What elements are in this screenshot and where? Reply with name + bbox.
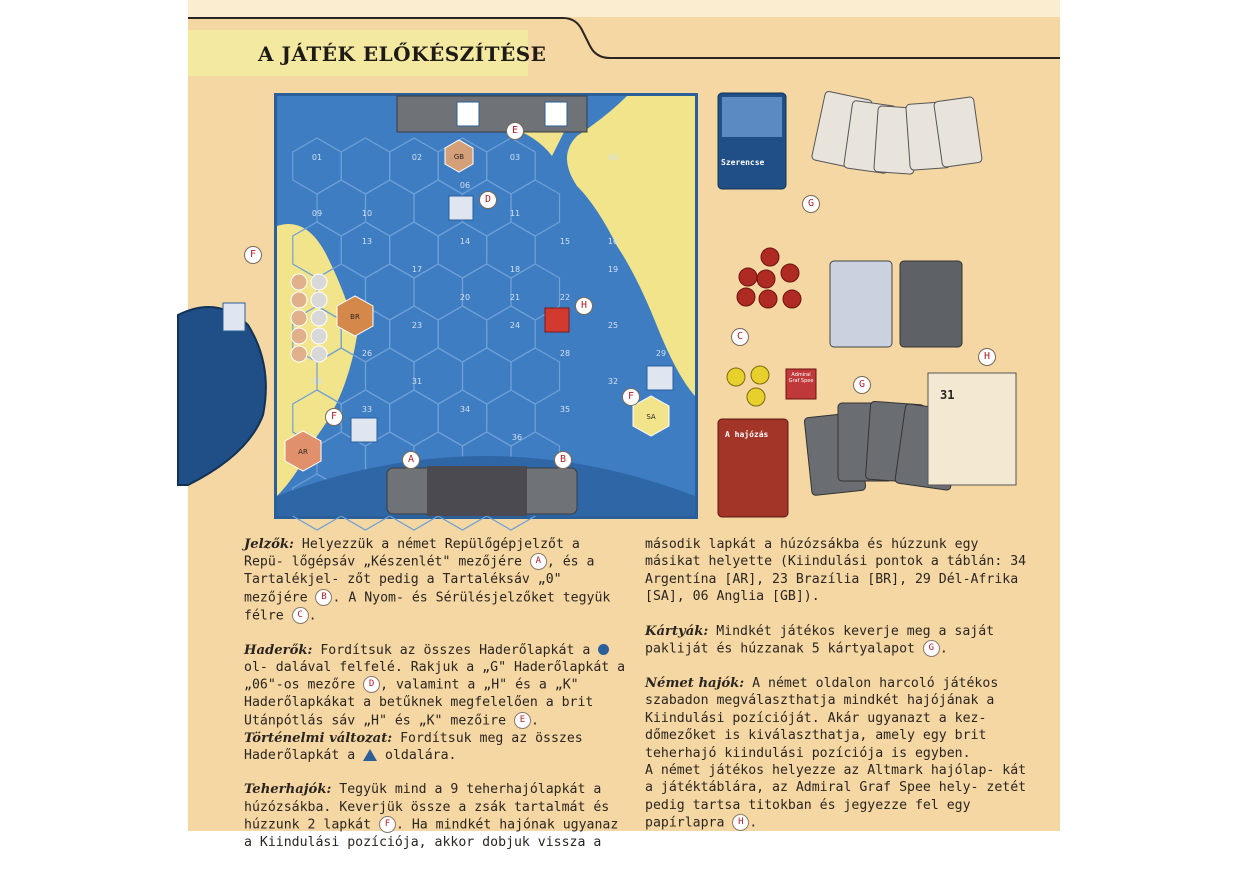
hex-number: 31	[411, 377, 423, 386]
hex-number: 35	[559, 405, 571, 414]
paragraph-forces: Haderők: Fordítsuk az összes Haderőlapkát a ol- dalával felfelé. Rakjuk a „G" Haderőlapkát a „06"-os mezőre D , valamint a „H" és a „K" Haderőlapkákat a betűknek megfelelően a brit Utánpótlás sáv „H" és „K" mezőire E . Történelmi változat: Fordítsuk meg az összes Haderőlapkát a oldalára.	[244, 642, 626, 763]
card-fan-top	[811, 91, 982, 175]
hex-number: 25	[607, 321, 619, 330]
hex-number: 21	[509, 293, 521, 302]
tile-f-right	[647, 366, 673, 390]
historical-heading: Történelmi változat:	[244, 730, 393, 746]
ref-f: F	[379, 816, 396, 833]
ref-g: G	[923, 640, 940, 657]
hex-cell	[366, 348, 415, 404]
hex-number: 33	[361, 405, 373, 414]
ref-h: H	[732, 814, 749, 831]
hex-number: 01	[311, 153, 323, 162]
paragraph-freighters-cont: második lapkát a húzózsákba és húzzunk egy másikat helyette (Kiindulási pontok a táblán: 34 Argentína [AR], 23 Brazília [BR], 29 Dél-Afrika [SA], 06 Anglia [GB]).	[645, 537, 1027, 605]
hex-number: 20	[459, 293, 471, 302]
hex-number: 15	[559, 237, 571, 246]
token-ar-label: AR	[298, 448, 308, 456]
damage-slot	[291, 310, 307, 326]
label-b: B	[554, 451, 572, 469]
tile-f-left	[351, 418, 377, 442]
hex-number: 11	[509, 209, 521, 218]
damage-slot	[311, 328, 327, 344]
hex-number: 14	[459, 237, 471, 246]
hex-number: 24	[509, 321, 521, 330]
label-a: A	[402, 451, 420, 469]
hex-cell	[463, 264, 512, 320]
page-title: A JÁTÉK ELŐKÉSZÍTÉSE	[258, 42, 547, 66]
hex-cell	[390, 390, 439, 446]
damage-slot	[291, 328, 307, 344]
hex-cell	[511, 180, 560, 236]
hex-number: 36	[511, 433, 523, 442]
hex-number: 17	[411, 265, 423, 274]
hex-number: 16	[607, 237, 619, 246]
paragraph-markers: Jelzők: Helyezzük a német Repülőgépjelzőt a Repü- lőgépsáv „Készenlét" mezőjére A , és a Tartalékjel- zőt pedig a Tartaléksáv „0" mezőjére B . A Nyom- és Sérülésjelzőket tegyük félre C .	[244, 537, 611, 624]
hex-number: 32	[607, 377, 619, 386]
freighters-heading: Teherhajók:	[244, 782, 332, 798]
hex-cell	[487, 138, 536, 194]
hex-cell	[317, 180, 366, 236]
damage-slot	[291, 346, 307, 362]
components-area	[708, 85, 1028, 525]
hex-number: 10	[361, 209, 373, 218]
forces-heading: Haderők:	[244, 642, 313, 658]
hex-number: 13	[361, 237, 373, 246]
hex-cell	[390, 138, 439, 194]
damage-markers	[737, 248, 801, 308]
blue-circle-icon	[598, 644, 609, 655]
hex-number: 23	[411, 321, 423, 330]
paragraph-freighters: Teherhajók: Tegyük mind a 9 teherhajólapkát a húzózsákba. Keverjük össze a zsák tartalmát és húzzunk 2 lapkát F . Ha mindkét hajónak ugyanaz a Kiindulási pozíciója, akkor dobjuk vissza a	[244, 782, 619, 851]
damage-slot	[311, 310, 327, 326]
hex-cell	[438, 222, 487, 278]
label-c: C	[731, 328, 749, 346]
label-h-board: H	[575, 297, 593, 315]
damage-slot	[311, 292, 327, 308]
right-column	[645, 536, 1027, 849]
hex-cell	[293, 138, 341, 194]
hex-number: 09	[311, 209, 323, 218]
paragraph-cards: Kártyák: Mindkét játékos keverje meg a saját pakliját és húzzanak 5 kártyalapot G .	[645, 623, 995, 657]
paragraph-german-ships-2: A német játékos helyezze az Altmark hajólap- kát a játéktáblára, az Admiral Graf Spee hely- zetét pedig tartsa titokban és jegyezze fel egy papírlapra H .	[645, 762, 1027, 831]
ref-b: B	[315, 589, 332, 606]
paragraph-german-ships: Német hajók: A német oldalon harcoló játékos szabadon megválaszthatja mindkét hajójának a Kiindulási pozícióját. Akár ugyanazt a kez- dőmezőket is kiválaszthatja, amely egy brit teherhajó kiindulási pozíciója is egyben.	[645, 675, 999, 761]
label-g-bottom: G	[853, 376, 871, 394]
hex-number: 18	[509, 265, 521, 274]
token-sa-label: SA	[646, 413, 656, 421]
yellow-markers	[727, 366, 769, 406]
hex-cell	[366, 180, 415, 236]
hex-cell	[341, 138, 390, 194]
ref-e: E	[514, 712, 531, 729]
hex-cell	[341, 222, 390, 278]
board-map	[277, 96, 695, 516]
blue-triangle-icon	[363, 749, 377, 761]
damage-slot	[311, 346, 327, 362]
german-ships-heading: Német hajók:	[645, 675, 745, 691]
battleship	[427, 466, 527, 516]
label-g-top: G	[802, 195, 820, 213]
red-deck-label: A hajózás	[725, 430, 769, 439]
hex-cell	[511, 348, 560, 404]
game-board	[274, 93, 698, 519]
hex-number: 22	[559, 293, 571, 302]
rulebook-page	[188, 0, 1060, 851]
hex-number: 06	[459, 181, 471, 190]
draw-bag	[178, 295, 278, 495]
ref-d: D	[363, 676, 380, 693]
label-h-right: H	[978, 348, 996, 366]
blue-deck-label: Szerencse	[721, 158, 765, 167]
damage-slot	[311, 274, 327, 290]
cards-heading: Kártyák:	[645, 623, 709, 639]
hex-cell	[390, 306, 439, 362]
hex-number: 02	[411, 153, 423, 162]
hex-cell	[487, 306, 536, 362]
token-gb-label: GB	[453, 153, 465, 161]
token-br-label: BR	[350, 313, 360, 321]
label-d: D	[479, 191, 497, 209]
label-e: E	[506, 122, 524, 140]
hex-cell	[411, 348, 463, 404]
label-f-board-right: F	[622, 388, 640, 406]
hex-number: 04	[607, 153, 619, 162]
player-aid-1	[830, 261, 892, 347]
hex-number: 34	[459, 405, 471, 414]
hex-number: 28	[559, 349, 571, 358]
hex-number: 26	[361, 349, 373, 358]
label-f-left: F	[244, 246, 262, 264]
label-f-board: F	[325, 408, 343, 426]
hex-cell	[438, 390, 487, 446]
damage-slot	[291, 292, 307, 308]
damage-slot	[291, 274, 307, 290]
hex-number: 03	[509, 153, 521, 162]
left-column	[244, 536, 626, 869]
hex-cell	[438, 306, 487, 362]
hex-number: 29	[655, 349, 667, 358]
africa-land	[567, 96, 695, 396]
ship-token-label: Admiral Graf Spee	[788, 372, 814, 384]
ref-a: A	[530, 553, 547, 570]
force-tile	[449, 196, 473, 220]
player-aid-2	[900, 261, 962, 347]
hex-number: 30	[311, 377, 323, 386]
note-pad-number: 31	[940, 388, 955, 402]
markers-heading: Jelzők:	[244, 537, 294, 552]
ref-c: C	[292, 607, 309, 624]
hex-number: 19	[607, 265, 619, 274]
hex-cell	[463, 348, 512, 404]
ship-tile-h	[545, 308, 569, 332]
